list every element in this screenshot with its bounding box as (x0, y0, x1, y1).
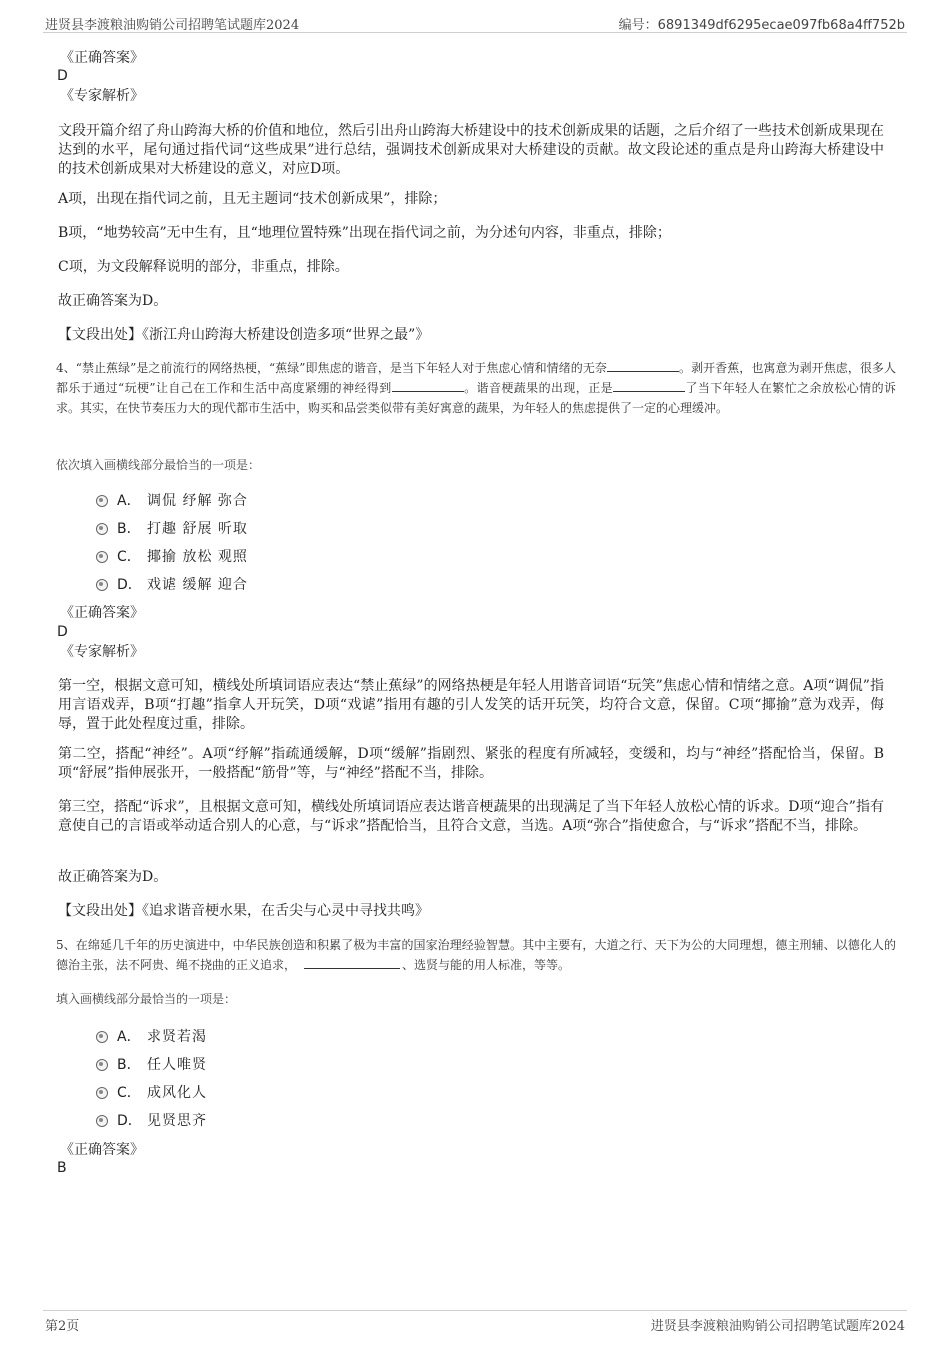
question-stem: 5、在绵延几千年的历史演进中，中华民族创造和积累了极为丰富的国家治理经验智慧。其中主要有，大道之行、天下为公的大同理想，德主刑辅、以德化人的德治主张，法不阿贵、绳不挠曲的正义追求， 、选贤与能的用人标准，等等。 (56, 938, 896, 972)
radio-icon[interactable] (96, 1115, 108, 1127)
page-footer (43, 1310, 907, 1333)
analysis-source: 【文段出处】《浙江舟山跨海大桥建设创造多项“世界之最”》 (58, 327, 430, 343)
answer-value: D (57, 68, 68, 84)
analysis-label: 《专家解析》 (60, 88, 144, 104)
radio-icon[interactable] (96, 551, 108, 563)
radio-icon[interactable] (96, 523, 108, 535)
radio-icon[interactable] (96, 495, 108, 507)
answer-label: 《正确答案》 (60, 1142, 144, 1158)
radio-icon[interactable] (96, 1087, 108, 1099)
analysis-paragraph-3: 第三空，搭配“诉求”，且根据文意可知，横线处所填词语应表达谐音梗蔬果的出现满足了当下年轻人放松心情的诉求。D项“迎合”指有意使自己的言语或举动适合别人的心意，与“诉求”搭配恰当，且符合文意，当选。A项“弥合”指使愈合，与“诉求”搭配不当，排除。 (58, 799, 884, 834)
analysis-conclusion: 故正确答案为D。 (58, 869, 168, 885)
page-header (43, 12, 907, 33)
question-instruction: 填入画横线部分最恰当的一项是： (56, 992, 237, 1006)
page-number: 第2页 (45, 1319, 80, 1334)
answer-label: 《正确答案》 (60, 50, 144, 66)
answer-label: 《正确答案》 (60, 605, 144, 621)
analysis-label: 《专家解析》 (60, 644, 144, 660)
radio-icon[interactable] (96, 579, 108, 591)
analysis-paragraph-1: 第一空，根据文意可知，横线处所填词语应表达“禁止蕉绿”的网络热梗是年轻人用谐音词语“玩笑”焦虑心情和情绪之意。A项“调侃”指用言语戏弄，B项“打趣”指拿人开玩笑，D项“戏谑”指用有趣的引人发笑的话开玩笑，均符合文意，保留。C项“揶揄”意为戏弄，侮辱，置于此处程度过重，排除。 (58, 678, 884, 732)
answer-value: D (57, 624, 68, 640)
fill-blank (304, 956, 400, 969)
question-stem: 4、“禁止蕉绿”是之前流行的网络热梗，“蕉绿”即焦虑的谐音，是当下年轻人对于焦虑心情和情绪的无奈 。剥开香蕉，也寓意为剥开焦虑，很多人都乐于通过“玩梗”让自己在工作和生活中高度紧绷的神经得到 。谐音梗蔬果的出现，正是 了当下年轻人在繁忙之余放松心情的诉求。其实，在快节奏压力大的现代都市生活中，购买和品尝类似带有美好寓意的蔬果，为年轻人的焦虑提供了一定的心理缓冲。 (56, 361, 896, 415)
fill-blank (613, 379, 685, 392)
analysis-option-b: B项，“地势较高”无中生有，且“地理位置特殊”出现在指代词之前，为分述句内容，非重点，排除； (58, 225, 671, 241)
header-serial: 编号：6891349df6295ecae097fb68a4ff752b (618, 18, 905, 33)
header-title: 进贤县李渡粮油购销公司招聘笔试题库2024 (45, 18, 300, 33)
radio-icon[interactable] (96, 1059, 108, 1071)
analysis-source: 【文段出处】《追求谐音梗水果，在舌尖与心灵中寻找共鸣》 (58, 903, 429, 919)
analysis-option-c: C项，为文段解释说明的部分，非重点，排除。 (58, 259, 349, 275)
analysis-conclusion: 故正确答案为D。 (58, 293, 168, 309)
footer-title: 进贤县李渡粮油购销公司招聘笔试题库2024 (650, 1319, 905, 1334)
question-instruction: 依次填入画横线部分最恰当的一项是： (56, 458, 261, 472)
fill-blank (607, 359, 679, 372)
answer-value: B (57, 1160, 67, 1176)
analysis-paragraph: 文段开篇介绍了舟山跨海大桥的价值和地位，然后引出舟山跨海大桥建设中的技术创新成果的话题，之后介绍了一些技术创新成果现在达到的水平，尾句通过指代词“这些成果”进行总结，强调技术创新成果对大桥建设的贡献。故文段论述的重点是舟山跨海大桥建设中的技术创新成果对大桥建设的意义，对应D项。 (58, 123, 884, 177)
analysis-option-a: A项，出现在指代词之前，且无主题词“技术创新成果”，排除； (58, 191, 447, 207)
fill-blank (392, 379, 464, 392)
radio-icon[interactable] (96, 1031, 108, 1043)
analysis-paragraph-2: 第二空，搭配“神经”。A项“纾解”指疏通缓解，D项“缓解”指剧烈、紧张的程度有所减轻，变缓和，均与“神经”搭配恰当，保留。B项“舒展”指伸展张开，一般搭配“筋骨”等，与“神经”搭配不当，排除。 (58, 746, 884, 781)
